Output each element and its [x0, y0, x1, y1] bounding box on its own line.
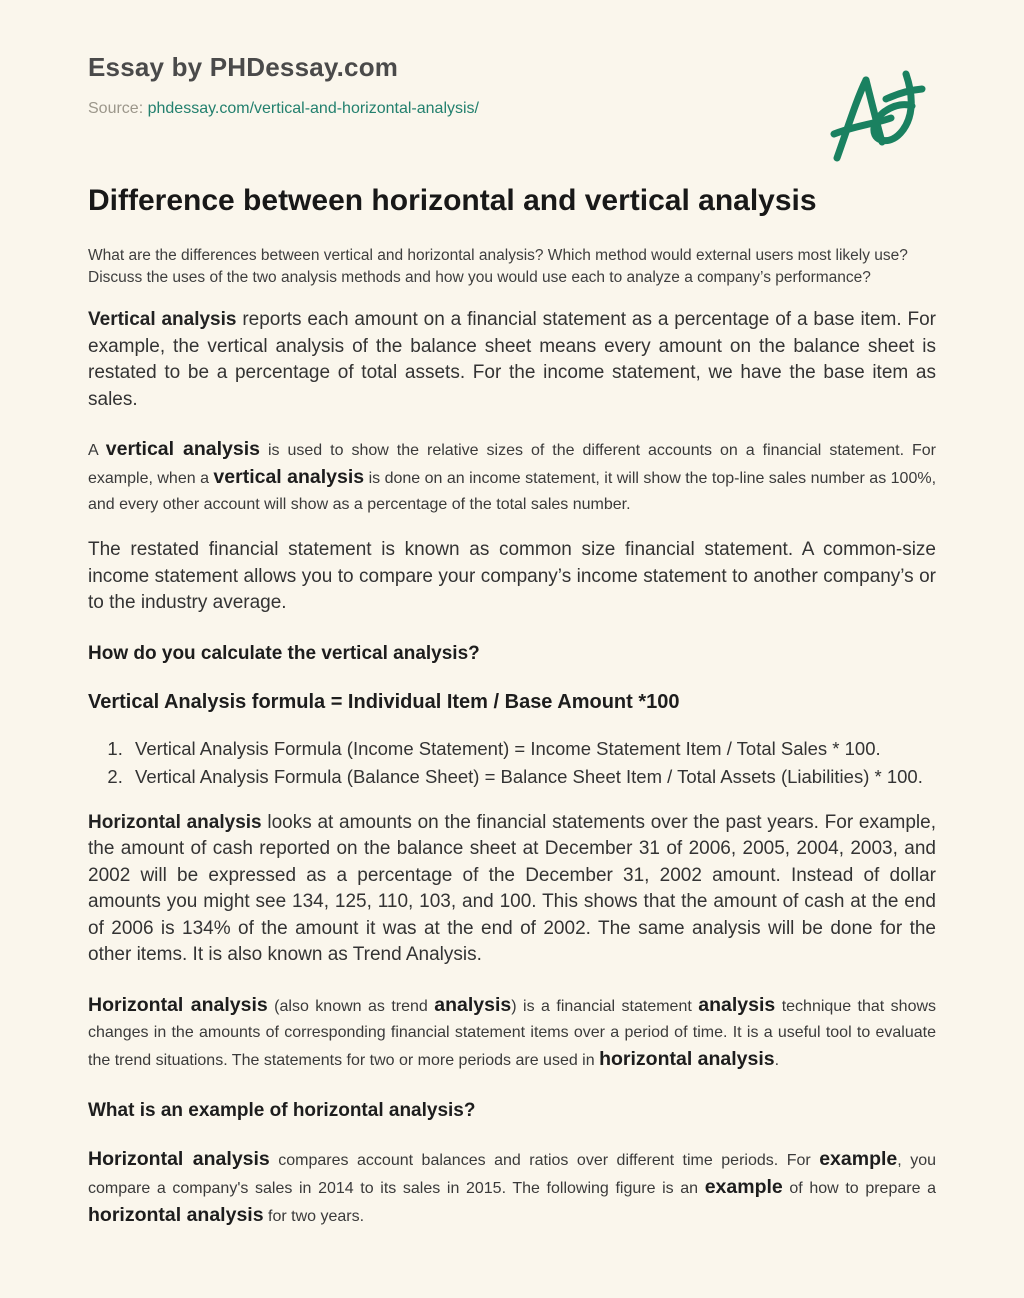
source-line: [88, 100, 936, 118]
paragraph-vertical-analysis-definition: Vertical analysis reports each amount on a financial statement as a percentage of a base item. For example, the vertical analysis of the balance sheet means every amount on the balance sheet is restated to be a percentage of total assets. For the income statement, we have the base item as sales.: [88, 309, 936, 410]
heading-horizontal-example: What is an example of horizontal analysis?: [88, 1099, 476, 1121]
paragraph-common-size-statement: The restated financial statement is known as common size financial statement. A common-size income statement allows you to compare your company’s income statement to another company’s or to the industry average.: [88, 539, 936, 613]
page-title: Difference between horizontal and vertical analysis: [88, 184, 817, 217]
formula-list: [88, 736, 936, 791]
formula-list-item-balance-sheet: 2. Vertical Analysis Formula (Balance Sheet) = Balance Sheet Item / Total Assets (Liabilities) * 100.: [128, 764, 936, 791]
vertical-analysis-formula: Vertical Analysis formula = Individual Item / Base Amount *100: [88, 690, 680, 713]
source-link[interactable]: phdessay.com/vertical-and-horizontal-analysis/: [147, 100, 479, 117]
formula-list-item-income-statement: 1. Vertical Analysis Formula (Income Statement) = Income Statement Item / Total Sales * 100.: [128, 736, 936, 763]
document-header-title: Essay by PHDessay.com: [88, 52, 399, 82]
paragraph-vertical-analysis-example: A vertical analysis is used to show the relative sizes of the different accounts on a financial statement. For example, when a vertical analysis is done on an income statement, it will show the top-line sales number as 100%, and every other account will show as a percentage of the total sales number.: [88, 438, 937, 513]
source-label: Source:: [88, 100, 144, 117]
heading-how-calculate-vertical: How do you calculate the vertical analysis?: [88, 642, 480, 664]
clipped-paragraph-container: [88, 1146, 937, 1226]
paragraph-horizontal-trend-analysis: Horizontal analysis (also known as trend analysis) is a financial statement analysis technique that shows changes in the amounts of corresponding financial statement items over a period of time. It is a useful tool to evaluate the trend situations. The statements for two or more periods are used in horizontal analysis.: [88, 993, 937, 1070]
paragraph-intro-question: What are the differences between vertical and horizontal analysis? Which method would external users most likely use? Discuss the uses of the two analysis methods and how you would use each to analyze a company’s performance?: [88, 247, 908, 286]
phdessay-a-plus-logo-icon: [828, 68, 930, 164]
paragraph-horizontal-analysis-example: Horizontal analysis compares account balances and ratios over different time periods. For example, you compare a company's sales in 2014 to its sales in 2015. The following figure is an example of how to prepare a horizontal analysis for two years.: [88, 1147, 937, 1226]
paragraph-horizontal-analysis-definition: Horizontal analysis looks at amounts on the financial statements over the past years. For example, the amount of cash reported on the balance sheet at December 31 of 2006, 2005, 2004, 2003, and 2002 will be expressed as a percentage of the December 31, 2002 amount. Instead of dollar amounts you might see 134, 125, 110, 103, and 100. This shows that the amount of cash at the end of 2006 is 134% of the amount it was at the end of 2002. The same analysis will be done for the other items. It is also known as Trend Analysis.: [88, 811, 936, 965]
